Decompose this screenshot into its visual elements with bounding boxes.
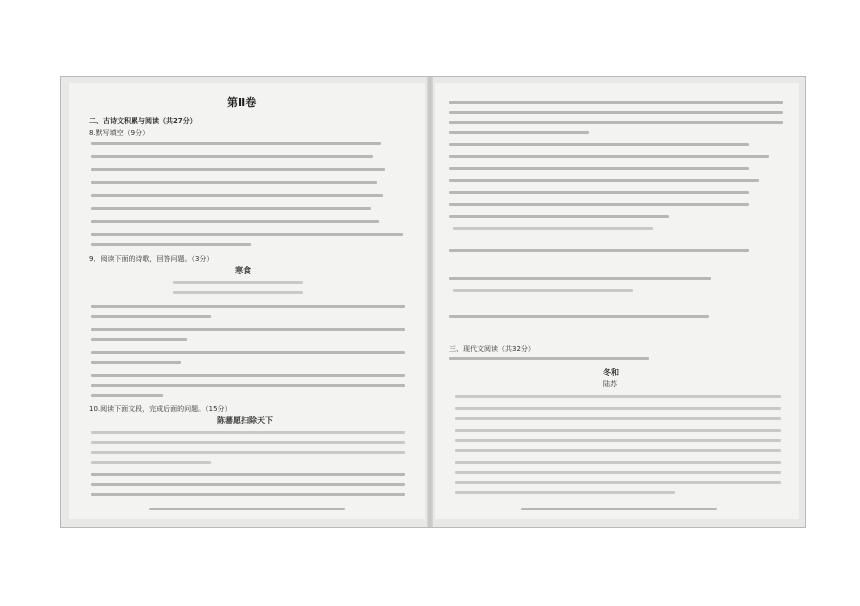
section-heading: 三、现代文阅读（共32分）: [449, 345, 535, 353]
text-line: [449, 277, 711, 280]
text-line: [91, 207, 371, 210]
text-line: [91, 431, 405, 434]
text-line: [449, 249, 749, 252]
text-line: [455, 461, 781, 464]
right-page: [435, 83, 799, 519]
question-10: 10.阅读下面文段，完成后面的问题。（15分）: [89, 405, 232, 413]
poem-title: 寒食: [235, 266, 251, 275]
text-line: [91, 142, 381, 145]
text-line: [449, 179, 759, 182]
text-line: [91, 473, 405, 476]
text-line: [449, 357, 649, 360]
text-line: [449, 121, 783, 124]
text-line: [91, 351, 405, 354]
text-line: [455, 417, 781, 420]
text-line: [91, 461, 211, 464]
text-line: [449, 131, 589, 134]
text-line: [91, 374, 405, 377]
text-line: [91, 394, 163, 397]
text-line: [91, 451, 405, 454]
question-9: 9．阅读下面的诗歌，回答问题。（3分）: [89, 255, 214, 263]
text-line: [449, 101, 783, 104]
text-line: [455, 471, 781, 474]
section-heading: 二、古诗文积累与阅读（共27分）: [89, 117, 197, 125]
text-line: [453, 289, 633, 292]
text-line: [449, 167, 749, 170]
text-line: [91, 155, 373, 158]
text-line: [91, 243, 251, 246]
essay-title: 冬和: [603, 368, 619, 377]
text-line: [449, 111, 783, 114]
text-line: [455, 491, 675, 494]
page-footer: [149, 508, 345, 510]
text-line: [449, 203, 749, 206]
story-title: 陈蕃愿扫除天下: [217, 416, 273, 425]
scanned-exam-photo: [60, 76, 806, 528]
text-line: [91, 483, 405, 486]
text-line: [91, 441, 405, 444]
text-line: [455, 429, 781, 432]
text-line: [91, 181, 377, 184]
poem-line: [173, 281, 303, 284]
text-line: [455, 395, 781, 398]
text-line: [91, 233, 403, 236]
text-line: [455, 481, 781, 484]
text-line: [449, 155, 769, 158]
text-line: [91, 305, 405, 308]
text-line: [449, 143, 749, 146]
text-line: [455, 439, 781, 442]
text-line: [91, 220, 379, 223]
page-footer: [521, 508, 717, 510]
text-line: [91, 328, 405, 331]
page-title: 第Ⅱ卷: [227, 96, 257, 109]
text-line: [91, 338, 187, 341]
left-page: [69, 83, 425, 519]
poem-line: [173, 291, 303, 294]
text-line: [91, 384, 405, 387]
question-8: 8.默写填空（9分）: [89, 129, 150, 137]
text-line: [449, 315, 709, 318]
text-line: [449, 191, 749, 194]
text-line: [91, 315, 211, 318]
text-line: [91, 194, 383, 197]
page-gutter: [427, 77, 433, 527]
text-line: [91, 493, 405, 496]
text-line: [91, 168, 385, 171]
text-line: [453, 227, 653, 230]
text-line: [455, 449, 781, 452]
text-line: [455, 407, 781, 410]
text-line: [91, 361, 181, 364]
essay-author: 陆苏: [603, 380, 617, 388]
text-line: [449, 215, 669, 218]
